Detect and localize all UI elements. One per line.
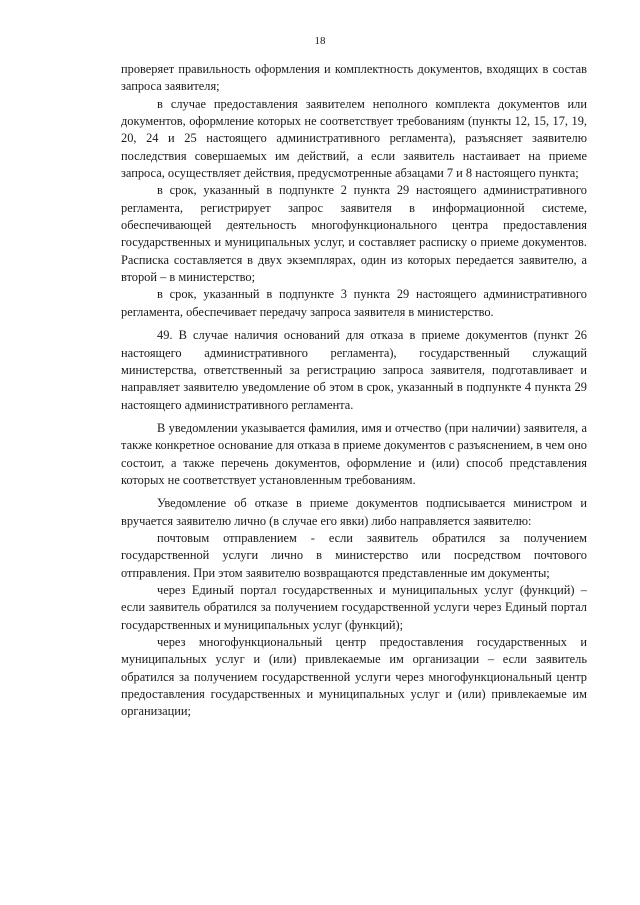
paragraph-continuation: проверяет правильность оформления и комплектность документов, входящих в состав запроса заявителя; <box>121 62 587 94</box>
paragraph-postal-delivery: почтовым отправлением - если заявитель обратился за получением государственной услуги лично в министерство или посредством почтового отправления. При этом заявителю возвращаются представленные им документы; <box>121 530 587 580</box>
paragraph-notification-delivery: Уведомление об отказе в приеме документов подписывается министром и вручается заявителю лично (в случае его явки) либо направляется заявителю: <box>121 496 587 528</box>
paragraph-registration: в срок, указанный в подпункте 2 пункта 29 настоящего административного регламента, регистрирует запрос заявителя в информационной системе, обеспечивающей деятельность многофункционального центра предоставления государственных и муниципальных услуг, и составляет расписку о приеме документов. Расписка составляется в двух экземплярах, один из которых передается заявителю, а второй – в министерство; <box>121 183 587 285</box>
paragraph-incomplete-documents: в случае предоставления заявителем неполного комплекта документов или документов, оформление которых не соответствует требованиям (пункты 12, 15, 17, 19, 20, 24 и 25 настоящего административного регламента), разъясняет заявителю последствия совершаемых им действий, а если заявитель настаивает на приеме запроса, осуществляет действия, предусмотренные абзацами 7 и 8 настоящего пункта; <box>121 96 587 181</box>
paragraph-mfc: через многофункциональный центр предоставления государственных и муниципальных услуг и (или) привлекаемые им организации – если заявитель обратился за получением государственной услуги через многофункциональный центр предоставления государственных и муниципальных услуг и (или) привлекаемые им организации; <box>121 635 587 719</box>
paragraph-transfer-to-ministry: в срок, указанный в подпункте 3 пункта 29 настоящего административного регламента, обеспечивает передачу запроса заявителя в министерство. <box>121 287 587 319</box>
page-number: 18 <box>314 35 326 47</box>
paragraph-item-49: 49. В случае наличия оснований для отказа в приеме документов (пункт 26 настоящего административного регламента), государственный служащий министерства, ответственный за регистрацию запроса заявителя, подготавливает и направляет заявителю уведомление об этом в срок, указанный в подпункте 4 пункта 29 настоящего административного регламента. <box>121 328 587 412</box>
document-body <box>121 61 587 721</box>
paragraph-notification-content: В уведомлении указывается фамилия, имя и отчество (при наличии) заявителя, а также конкретное основание для отказа в приеме документов с разъяснением, в чем оно состоит, а также перечень документов, оформление и (или) способ представления которых не соответствует установленным требованиям. <box>121 420 587 487</box>
paragraph-single-portal: через Единый портал государственных и муниципальных услуг (функций) – если заявитель обратился за получением государственной услуги через Единый портал государственных и муниципальных услуг (функций); <box>121 582 587 632</box>
